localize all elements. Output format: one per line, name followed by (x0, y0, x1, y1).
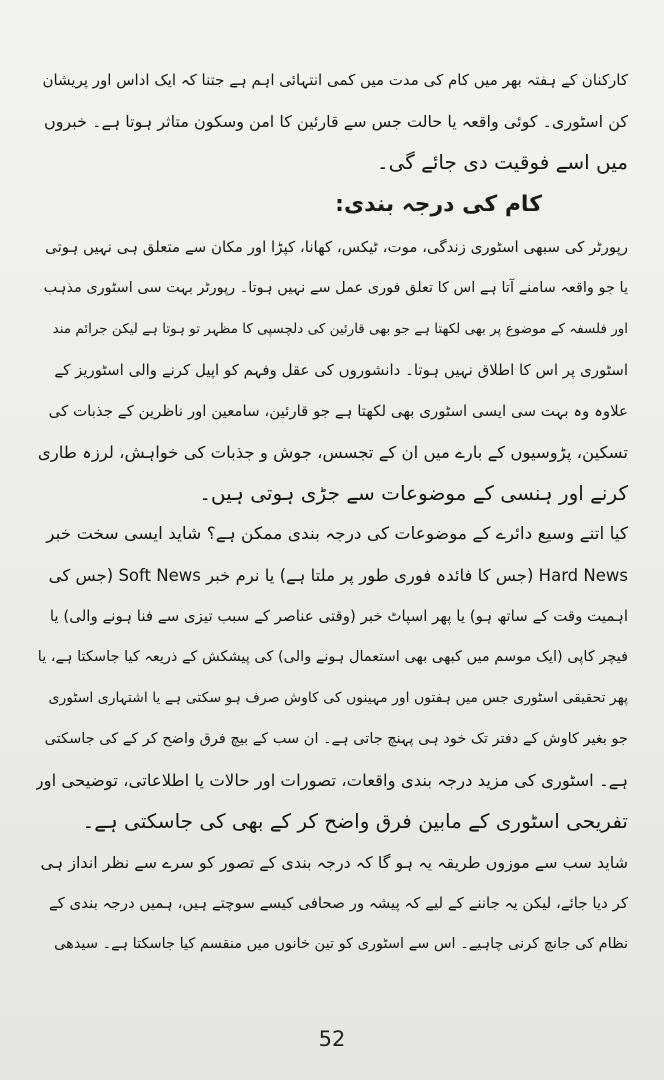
text-line: کن اسٹوری۔ کوئی واقعہ یا حالت جس سے قارئین کا امن وسکون متاثر ہوتا ہے۔ خبروں (43, 112, 628, 131)
body-paragraph-1 (36, 227, 628, 514)
text-line: Hard News (جس کا فائدہ فوری طور پر ملتا ہے) یا نرم خبر Soft News (جس کی (48, 566, 628, 585)
body-paragraph-3 (36, 842, 628, 965)
text-line: شاید سب سے موزوں طریقہ یہ ہو گا کہ درجہ بندی کے تصور کو سرے سے نظر انداز ہی (40, 853, 628, 872)
text-line: ہے۔ اسٹوری کی مزید درجہ بندی واقعات، تصورات اور حالات یا اطلاعاتی، توضیحی اور (36, 771, 628, 790)
text-line: رپورٹر کی سبھی اسٹوری زندگی، موت، ٹیکس، کھانا، کپڑا اور مکان سے متعلق ہی نہیں ہوتی (45, 238, 628, 256)
text-line: جو بغیر کاوش کے دفتر تک خود ہی پہنچ جاتی ہے۔ ان سب کے بیچ فرق واضح کر کے کی جاسکتی (44, 731, 628, 747)
text-line: علاوہ وہ بہت سی ایسی اسٹوری بھی لکھتا ہے جو قارئین، سامعین اور ناظرین کے جذبات کی (48, 402, 628, 420)
text-line: اور فلسفہ کے موضوع پر بھی لکھتا ہے جو بھی قارئین کی دلچسپی کا مظہر تو ہوتا ہے لیکن جرائم مند (52, 321, 628, 337)
text-line: اہمیت وقت کے ساتھ ہو) یا پھر اسپاٹ خبر (وقتی عناصر کے سبب تیزی سے فنا ہونے والی) یا (49, 607, 628, 625)
text-line: کرنے اور ہنسی کے موضوعات سے جڑی ہوتی ہیں۔ (199, 481, 628, 505)
section-heading: کام کی درجہ بندی: (335, 192, 542, 217)
text-line: پھر تحقیقی اسٹوری جس میں ہفتوں اور مہینوں کی کاوش صرف ہو سکتی ہے یا اشتہاری اسٹوری (48, 690, 628, 706)
page-number: 52 (318, 1027, 346, 1051)
text-line: تفریحی اسٹوری کے مابین فرق واضح کر کے بھی کی جاسکتی ہے۔ (82, 809, 628, 833)
text-line: یا جو واقعہ سامنے آتا ہے اس کا تعلق فوری عمل سے نہیں ہوتا۔ رپورٹر بہت سی اسٹوری مذہب (43, 280, 628, 296)
text-line: تسکین، پڑوسیوں کے بارے میں ان کے تجسس، جوش و جذبات کی خواہش، لرزہ طاری (37, 443, 628, 462)
text-line: کارکنان کے ہفتہ بھر میں کام کی مدت میں کمی انتہائی اہم ہے جتنا کہ ایک اداس اور پریشان (42, 71, 628, 89)
intro-paragraph (36, 60, 628, 183)
text-line: کر دیا جائے، لیکن یہ جاننے کے لیے کہ پیشہ ور صحافی کیسے سوچتے ہیں، ہمیں درجہ بندی کے (48, 894, 628, 912)
text-line: اسٹوری پر اس کا اطلاق نہیں ہوتا۔ دانشوروں کی عقل وفہم کو اپیل کرنے والی اسٹوریز کے (54, 361, 628, 379)
text-line: نظام کی جانچ کرنی چاہیے۔ اس سے اسٹوری کو تین خانوں میں منقسم کیا جاسکتا ہے۔ سیدھی (54, 936, 628, 952)
text-line: میں اسے فوقیت دی جائے گی۔ (376, 150, 628, 174)
text-line: فیچر کاپی (ایک موسم میں کبھی بھی استعمال ہونے والی) کی پیشکش کے ذریعہ کیا جاسکتا ہے، یا (37, 649, 628, 665)
body-paragraph-2 (36, 514, 628, 842)
text-line: کیا اتنے وسیع دائرے کے موضوعات کی درجہ بندی ممکن ہے؟ شاید ایسی سخت خبر (46, 524, 628, 544)
